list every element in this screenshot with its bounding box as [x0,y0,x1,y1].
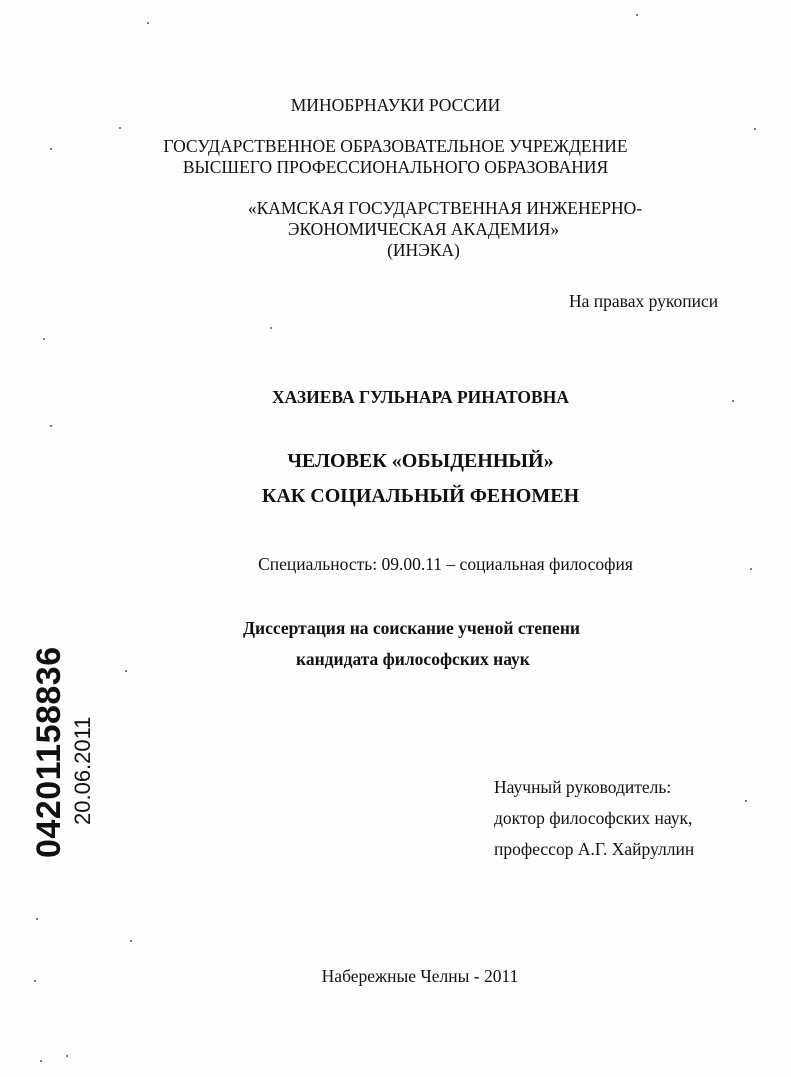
scan-speck [34,980,36,982]
rights-note: На правах рукописи [569,291,719,311]
supervisor-label: Научный руководитель: [494,777,672,797]
place-and-year: Набережные Челны - 2011 [321,966,519,986]
supervisor-degree: доктор философских наук, [494,808,693,828]
stamp-date: 20.06.2011 [70,716,95,825]
supervisor-name: профессор А.Г. Хайруллин [494,839,695,859]
scan-speck [732,400,734,402]
institution-line-1: ГОСУДАРСТВЕННОЕ ОБРАЗОВАТЕЛЬНОЕ УЧРЕЖДЕНИЕ [163,136,628,156]
academy-abbreviation: (ИНЭКА) [387,240,460,260]
scan-speck [636,14,638,16]
degree-line-2: кандидата философских наук [296,649,530,669]
scan-speck [43,338,45,340]
institution-line-2: ВЫСШЕГО ПРОФЕССИОНАЛЬНОГО ОБРАЗОВАНИЯ [182,157,609,177]
library-stamp [24,640,94,870]
scan-speck [119,127,121,129]
dissertation-title-line-1: ЧЕЛОВЕК «ОБЫДЕННЫЙ» [287,450,554,472]
scan-speck [147,22,149,24]
stamp-number: 04201158836 [30,646,68,858]
scan-speck [750,568,752,570]
scan-speck [36,918,38,920]
scan-speck [50,425,52,427]
scan-speck [125,670,127,672]
scan-speck [50,148,52,150]
dissertation-title-line-2: КАК СОЦИАЛЬНЫЙ ФЕНОМЕН [261,485,580,507]
academy-line-2: ЭКОНОМИЧЕСКАЯ АКАДЕМИЯ» [287,219,560,239]
scan-speck [130,940,132,942]
scan-speck [745,800,747,802]
scan-speck [40,1060,42,1062]
scan-speck [270,327,272,329]
degree-line-1: Диссертация на соискание ученой степени [243,618,580,638]
ministry-name: МИНОБРНАУКИ РОССИИ [290,95,501,115]
scan-speck [66,1055,68,1057]
academy-line-1: «КАМСКАЯ ГОСУДАРСТВЕННАЯ ИНЖЕНЕРНО- [247,198,643,218]
scan-speck [754,128,756,130]
specialty: Специальность: 09.00.11 – социальная философия [258,554,633,574]
author-name: ХАЗИЕВА ГУЛЬНАРА РИНАТОВНА [272,387,569,407]
